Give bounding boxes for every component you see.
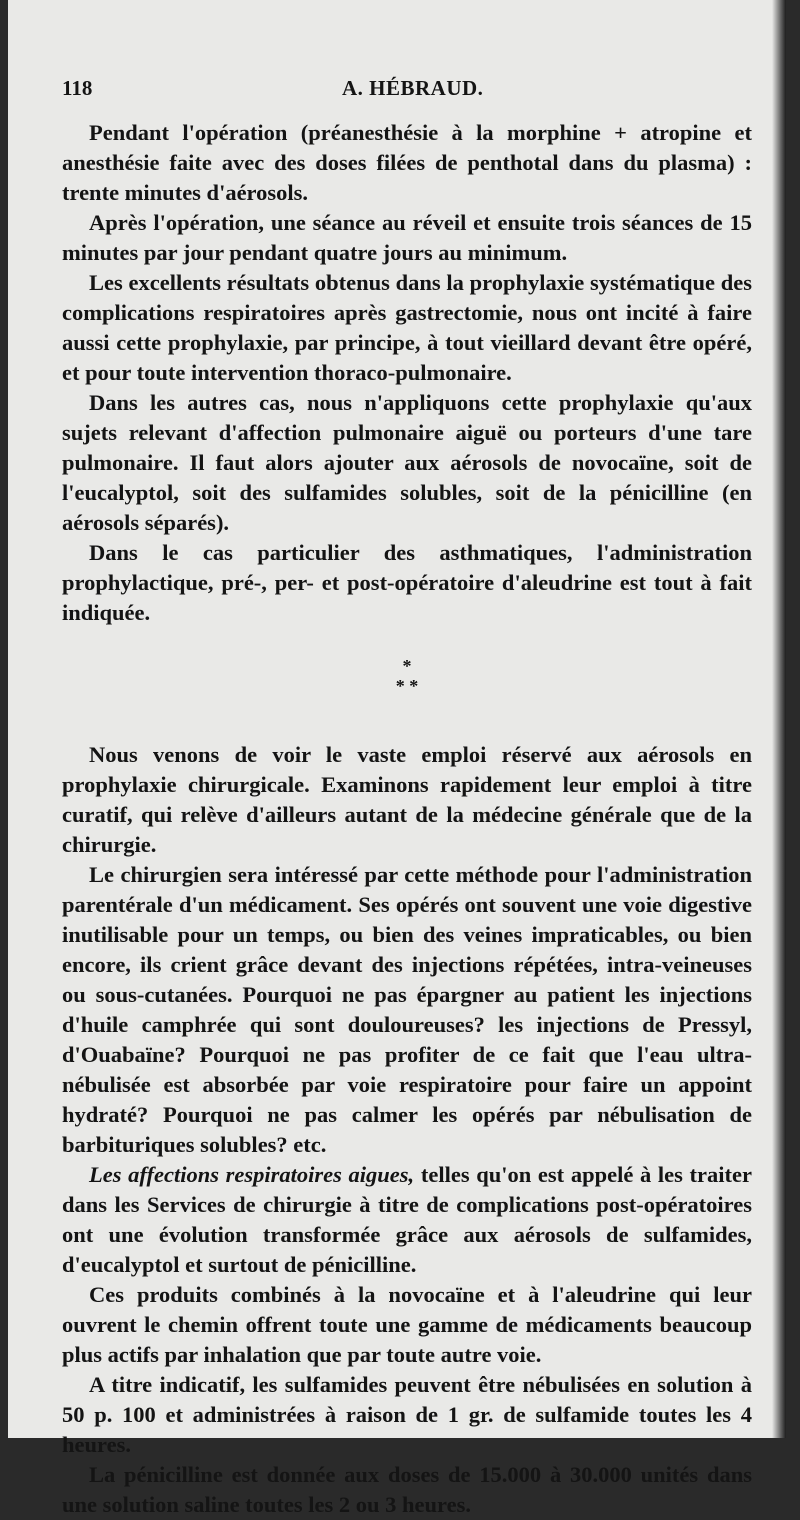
- paragraph: Pendant l'opération (préanesthésie à la morphine + atropine et anesthésie faite avec des doses filées de penthotal dans du plasma) : trente minutes d'aérosols.: [62, 120, 752, 205]
- body-text: [62, 118, 752, 1520]
- paragraph: A titre indicatif, les sulfamides peuvent être nébulisées en solution à 50 p. 100 et administrées à raison de 1 gr. de sulfamide toutes les 4 heures.: [62, 1372, 752, 1457]
- paragraph: Ces produits combinés à la novocaïne et à l'aleudrine qui leur ouvrent le chemin offrent toute une gamme de médicaments beaucoup plus actifs par inhalation que par toute autre voie.: [62, 1282, 752, 1367]
- affections-text: telles qu'on est appelé à les traiter dans les Services de chirurgie à titre de complications post-opératoires ont une évolution transformée grâce aux aérosols de sulfamides, d'eucalyptol et surtout de pénicilline.: [62, 1162, 752, 1277]
- separator-asterisks-bottom: * *: [395, 676, 419, 696]
- paragraph: Après l'opération, une séance au réveil et ensuite trois séances de 15 minutes par jour pendant quatre jours au minimum.: [62, 210, 752, 265]
- paragraph: Nous venons de voir le vaste emploi réservé aux aérosols en prophylaxie chirurgicale. Examinons rapidement leur emploi à titre curatif, qui relève d'ailleurs autant de la médecine générale que de la chirurgie.: [62, 742, 752, 857]
- paragraph: Les excellents résultats obtenus dans la prophylaxie systématique des complications respiratoires après gastrectomie, nous ont incité à faire aussi cette prophylaxie, par principe, à tout vieillard devant être opéré, et pour toute intervention thoraco-pulmonaire.: [62, 270, 752, 385]
- section-separator: [62, 656, 752, 696]
- separator-asterisk-top: *: [402, 656, 412, 676]
- running-head: A. HÉBRAUD.: [342, 76, 484, 100]
- italic-lead: Les affections respiratoires aigues,: [89, 1162, 415, 1187]
- page-number: 118: [62, 76, 93, 100]
- paragraph: La pénicilline est donnée aux doses de 15.000 à 30.000 unités dans une solution saline toutes les 2 ou 3 heures.: [62, 1462, 752, 1517]
- page-header: [8, 76, 786, 102]
- book-spine-shadow: [772, 0, 786, 1438]
- paragraph: Dans les autres cas, nous n'appliquons cette prophylaxie qu'aux sujets relevant d'affection pulmonaire aiguë ou porteurs d'une tare pulmonaire. Il faut alors ajouter aux aérosols de novocaïne, soit de l'eucalyptol, soit des sulfamides solubles, soit de la pénicilline (en aérosols séparés).: [62, 390, 752, 535]
- book-page: [8, 0, 786, 1517]
- paragraph-affections: [62, 1160, 752, 1280]
- paragraph: Dans le cas particulier des asthmatiques, l'administration prophylactique, pré-, per- et post-opératoire d'aleudrine est tout à fait indiquée.: [62, 540, 752, 625]
- paragraph: Le chirurgien sera intéressé par cette méthode pour l'administration parentérale d'un médicament. Ses opérés ont souvent une voie digestive inutilisable pour un temps, ou bien des veines impraticables, ou bien encore, ils crient grâce devant des injections répétées, intra-veineuses ou sous-cutanées. Pourquoi ne pas épargner au patient les injections d'huile camphrée qui sont douloureuses? les injections de Pressyl, d'Ouabaïne? Pourquoi ne pas profiter de ce fait que l'eau ultra-nébulisée est absorbée par voie respiratoire pour faire un appoint hydraté? Pourquoi ne pas calmer les opérés par nébulisation de barbituriques solubles? etc.: [62, 862, 752, 1157]
